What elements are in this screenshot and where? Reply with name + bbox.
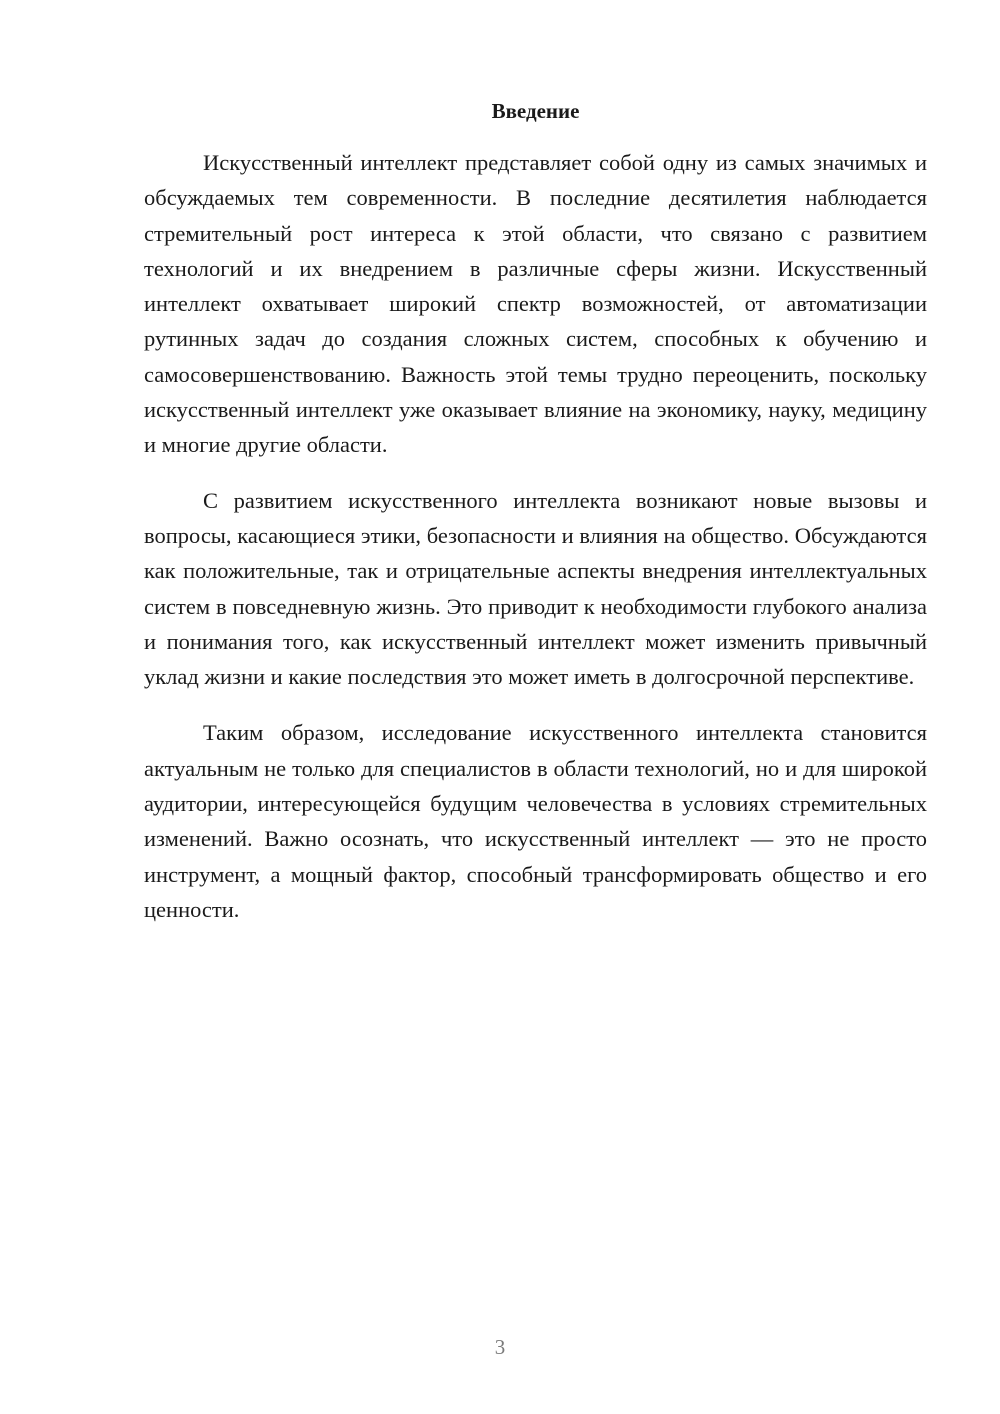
paragraph-2: С развитием искусственного интеллекта возникают новые вызовы и вопросы, касающиеся этики, безопасности и влияния на общество. Обсуждаются как положительные, так и отрицательные аспекты внедрения интеллектуальных систем в повседневную жизнь. Это приводит к необходимости глубокого анализа и понимания того, как искусственный интеллект может изменить привычный уклад жизни и какие последствия это может иметь в долгосрочной перспективе. (144, 487, 927, 690)
page-content (144, 96, 927, 927)
section-title: Введение (491, 99, 580, 123)
page-number: 3 (494, 1335, 506, 1359)
paragraph-3: Таким образом, исследование искусственного интеллекта становится актуальным не только для специалистов в области технологий, но и для широкой аудитории, интересующейся будущим человечества в условиях стремительных изменений. Важно осознать, что искусственный интеллект — это не просто инструмент, а мощный фактор, способный трансформировать общество и его ценности. (144, 720, 927, 922)
paragraph-1: Искусственный интеллект представляет собой одну из самых значимых и обсуждаемых тем современности. В последние десятилетия наблюдается стремительный рост интереса к этой области, что связано с развитием технологий и их внедрением в различные сферы жизни. Искусственный интеллект охватывает широкий спектр возможностей, от автоматизации рутинных задач до создания сложных систем, способных к обучению и самосовершенствованию. Важность этой темы трудно переоценить, поскольку искусственный интеллект уже оказывает влияние на экономику, науку, медицину и многие другие области. (144, 150, 927, 458)
